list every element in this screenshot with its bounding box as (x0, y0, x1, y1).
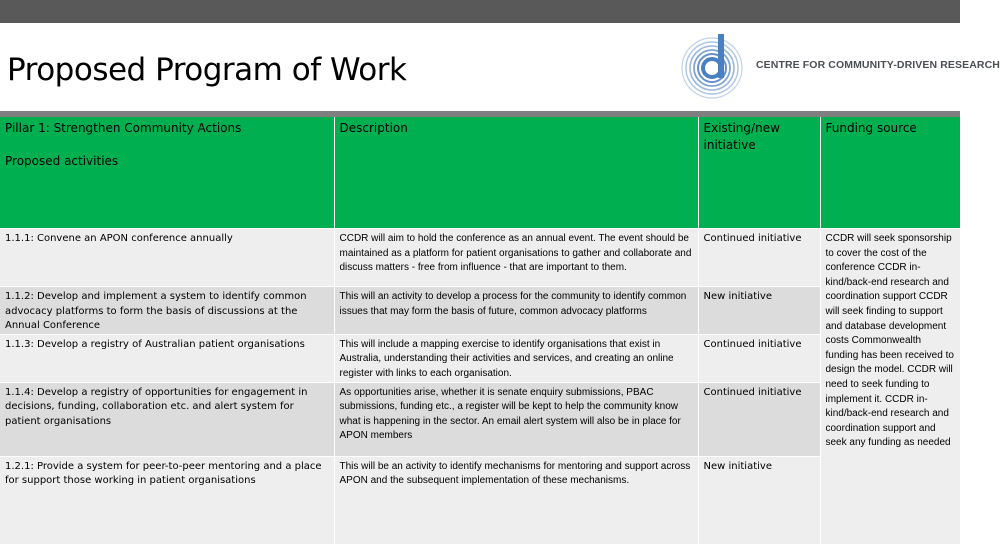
funding-source-cell: CCDR will seek sponsorship to cover the cost of the conference CCDR in-kind/back-end research and coordination support CCDR will seek finding to support and database development costs Commonwealth funding has been received to design the model. CCDR will need to seek funding to implement it. CCDR in-kind/back-end research and coordination support and seek any funding as needed (820, 229, 960, 545)
table-row (0, 334, 960, 382)
description-cell: This will be an activity to identify mechanisms for mentoring and support across APON and the subsequent implementation of these mechanisms. (334, 456, 698, 544)
activity-cell: 1.1.4: Develop a registry of opportunities for engagement in decisions, funding, collaboration etc. and alert system for patient organisations (0, 382, 334, 456)
status-cell: New initiative (698, 456, 820, 544)
status-cell: Continued initiative (698, 334, 820, 382)
status-cell: New initiative (698, 287, 820, 335)
table-header-row (0, 117, 960, 229)
activity-cell: 1.1.1: Convene an APON conference annually (0, 229, 334, 287)
header-description: Description (334, 117, 698, 229)
header-pillar (0, 117, 334, 229)
description-cell: This will include a mapping exercise to identify organisations that exist in Australia, understanding their activities and services, and creating an online register with links to each organisation. (334, 334, 698, 382)
program-of-work-table (0, 117, 961, 545)
organisation-logo (676, 28, 1000, 104)
header-pillar-label: Pillar 1: Strengthen Community Actions (5, 121, 242, 135)
description-cell: CCDR will aim to hold the conference as an annual event. The event should be maintained as a platform for patient organisations to gather and collaborate and discuss matters - free from influence - that are important to them. (334, 229, 698, 287)
header-status: Existing/new initiative (698, 117, 820, 229)
organisation-name: CENTRE FOR COMMUNITY-DRIVEN RESEARCH (756, 59, 1000, 71)
header-activities-label: Proposed activities (5, 154, 119, 168)
table-row (0, 456, 960, 544)
status-cell: Continued initiative (698, 229, 820, 287)
page-title: Proposed Program of Work (7, 52, 407, 88)
activity-cell: 1.2.1: Provide a system for peer-to-peer mentoring and a place for support those working in patient organisations (0, 456, 334, 544)
table-row (0, 229, 960, 287)
activity-cell: 1.1.3: Develop a registry of Australian patient organisations (0, 334, 334, 382)
top-bar (0, 0, 960, 23)
header-funding: Funding source (820, 117, 960, 229)
status-cell: Continued initiative (698, 382, 820, 456)
ccdr-logo-icon (676, 28, 752, 104)
table-row (0, 287, 960, 335)
activity-cell: 1.1.2: Develop and implement a system to identify common advocacy platforms to form the basis of discussions at the Annual Conference (0, 287, 334, 335)
description-cell: This will an activity to develop a process for the community to identify common issues that may form the basis of future, common advocacy platforms (334, 287, 698, 335)
description-cell: As opportunities arise, whether it is senate enquiry submissions, PBAC submissions, funding etc., a register will be kept to help the community know what is happening in the sector. An email alert system will also be in place for APON members (334, 382, 698, 456)
table-row (0, 382, 960, 456)
